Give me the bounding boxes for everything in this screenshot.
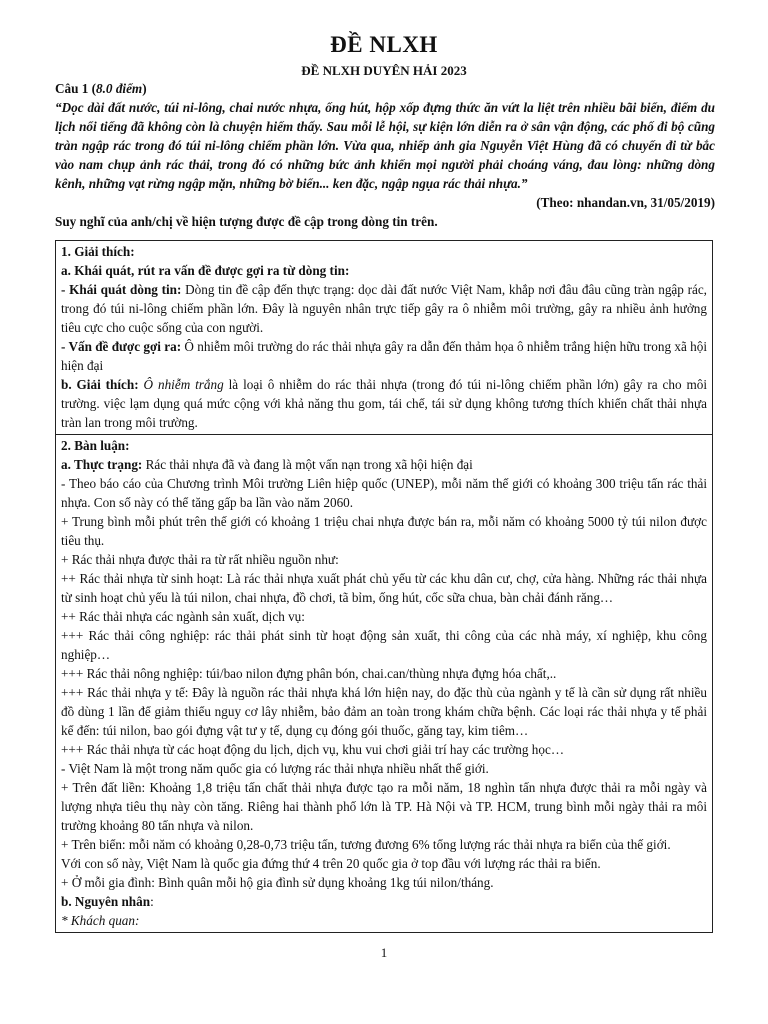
- item-text: là loại ô nhiễm do rác thải nhựa (trong đó túi ni-lông chiếm phần lớn) gây ra cho môi trường. việc lạm dụng quá mức cộng với khả năng thu gom, tái chế, tái sử dụng không tương thích khiến chất thải nhựa tràn lan trong môi trường.: [61, 377, 707, 430]
- section-2-line: - Theo báo cáo của Chương trình Môi trường Liên hiệp quốc (UNEP), mỗi năm thế giới có khoảng 300 triệu tấn rác thải nhựa. Con số này có thể tăng gấp ba lần vào năm 2060.: [61, 476, 707, 510]
- section-2-line: Với con số này, Việt Nam là quốc gia đứng thứ 4 trên 20 quốc gia ở top đầu với lượng rác thải ra biển.: [61, 856, 601, 871]
- quote-source: (Theo: nhandan.vn, 31/05/2019): [536, 195, 715, 210]
- section-2-cell: [56, 435, 713, 933]
- question-header: [55, 79, 715, 98]
- section-2-line: +++ Rác thải nhựa y tế: Đây là nguồn rác thải nhựa khá lớn hiện nay, do đặc thù của ngành y tế là cần sử dụng rất nhiều đồ dùng 1 lần để giảm thiểu nguy cơ lây nhiễm, bảo đảm an toàn trong khám chữa bệnh. Các loại rác thải nhựa y tế phải kể đến: túi nilon, bao gói đựng vật tư y tế, dụng cụ đóng gói thuốc, găng tay, kim tiêm…: [61, 685, 707, 738]
- section-2-line: ++ Rác thải nhựa các ngành sản xuất, dịch vụ:: [61, 609, 305, 624]
- item-colon: :: [150, 894, 154, 909]
- section-1a-item-2: [61, 337, 707, 375]
- question-block: [55, 79, 715, 231]
- section-1a-heading: a. Khái quát, rút ra vấn đề được gợi ra từ dòng tin:: [61, 263, 350, 278]
- section-2-line: +++ Rác thải nông nghiệp: túi/bao nilon đựng phân bón, chai.can/thùng nhựa đựng hóa chất,..: [61, 666, 557, 681]
- section-1-row: [56, 241, 713, 435]
- question-prompt: Suy nghĩ của anh/chị về hiện tượng được đề cập trong dòng tin trên.: [55, 214, 438, 229]
- section-1b-item: [61, 375, 707, 432]
- section-2-row: [56, 435, 713, 933]
- item-label: a. Thực trạng:: [61, 457, 143, 472]
- item-label: b. Nguyên nhân: [61, 894, 151, 909]
- section-2-line: +++ Rác thải nhựa từ các hoạt động du lịch, dịch vụ, khu vui chơi giải trí hay các trường học…: [61, 742, 565, 757]
- section-1-cell: [56, 241, 713, 435]
- question-quote: “Dọc dài đất nước, túi ni-lông, chai nước nhựa, ống hút, hộp xốp đựng thức ăn vứt la liệt trên nhiều bãi biển, điểm du lịch nổi tiếng đã không còn là chuyện hiếm thấy. Sau mỗi lễ hội, sự kiện lớn diễn ra ở sân vận động, các phố đi bộ cũng tràn ngập rác trong đó túi ni-lông chiếm phần lớn. Vừa qua, nhiếp ảnh gia Nguyễn Việt Hùng đã có chuyến đi từ bắc vào nam chụp ảnh rác thải, trong đó có những bức ảnh khiến mọi người phải choáng váng, đau lòng: những dòng kênh, những vạt rừng ngập mặn, những bờ biển... ken đặc, ngập ngụa rác thải nhựa.”: [55, 100, 715, 191]
- section-2-line: ++ Rác thải nhựa từ sinh hoạt: Là rác thải nhựa xuất phát chủ yếu từ các khu dân cư, chợ, cửa hàng. Những rác thải nhựa từ sinh hoạt chủ yếu là túi nilon, chai nhựa, đồ chơi, tã bỉm, ống hút, cốc sữa chua, bàn chải đánh răng…: [61, 571, 707, 605]
- item-label: - Vấn đề được gợi ra:: [61, 339, 182, 354]
- page-number: 1: [380, 945, 388, 960]
- section-2-heading: 2. Bàn luận:: [61, 438, 130, 453]
- section-1a-item-1: [61, 280, 707, 337]
- document-subtitle: ĐỀ NLXH DUYÊN HẢI 2023: [301, 63, 467, 78]
- section-2-line: - Việt Nam là một trong năm quốc gia có lượng rác thải nhựa nhiều nhất thế giới.: [61, 761, 489, 776]
- section-2-line: + Ở mỗi gia đình: Bình quân mỗi hộ gia đình sử dụng khoảng 1kg túi nilon/tháng.: [61, 875, 494, 890]
- section-2-line: + Trên đất liền: Khoảng 1,8 triệu tấn chất thải nhựa được tạo ra mỗi năm, 18 nghìn tấn nhựa được thải ra mỗi ngày và lượng nhựa tiêu thụ này còn tăng. Riêng hai thành phố lớn là TP. Hà Nội và TP. HCM, trung bình mỗi ngày thải ra môi trường khoảng 80 tấn nhựa và nilon.: [61, 780, 707, 833]
- answer-table: [55, 240, 713, 933]
- section-2-line: + Trung bình mỗi phút trên thế giới có khoảng 1 triệu chai nhựa được bán ra, mỗi năm có khoảng 5000 tỷ túi nilon được tiêu thụ.: [61, 514, 707, 548]
- item-label: b. Giải thích:: [61, 377, 139, 392]
- question-points: 8.0 điểm: [96, 81, 143, 96]
- question-label: Câu 1 (: [55, 81, 97, 96]
- item-text: Dòng tin đề cập đến thực trạng: dọc dài đất nước Việt Nam, khắp nơi đâu đâu cũng tràn ngập rác, trong đó túi ni-lông chiếm phần lớn. Đây là nguyên nhân trực tiếp gây ra ô nhiễm môi trường, gây ra nhiều ảnh hưởng tiêu cực cho cuộc sống của con người.: [61, 282, 707, 335]
- section-2-line: + Rác thải nhựa được thải ra từ rất nhiều nguồn như:: [61, 552, 339, 567]
- section-2b-heading: [61, 892, 707, 911]
- item-text: Rác thải nhựa đã và đang là một vấn nạn trong xã hội hiện đại: [142, 457, 473, 472]
- question-label-end: ): [142, 81, 147, 96]
- section-2a-item: [61, 455, 707, 474]
- section-1-heading: 1. Giải thích:: [61, 244, 135, 259]
- section-2-line: + Trên biển: mỗi năm có khoảng 0,28-0,73 triệu tấn, tương đương 6% tổng lượng rác thải nhựa ra biển của thế giới.: [61, 837, 671, 852]
- document-title: ĐỀ NLXH: [330, 32, 438, 57]
- item-term: Ô nhiễm trắng: [138, 377, 224, 392]
- section-2b-sub: * Khách quan:: [61, 913, 140, 928]
- item-text: Ô nhiễm môi trường do rác thải nhựa gây ra dẫn đến thảm họa ô nhiễm trắng hiện hữu trong xã hội hiện đại: [61, 339, 707, 373]
- item-label: - Khái quát dòng tin:: [61, 282, 182, 297]
- section-2-line: +++ Rác thải công nghiệp: rác thải phát sinh từ hoạt động sản xuất, thi công của các nhà máy, xí nghiệp, khu công nghiệp…: [61, 628, 707, 662]
